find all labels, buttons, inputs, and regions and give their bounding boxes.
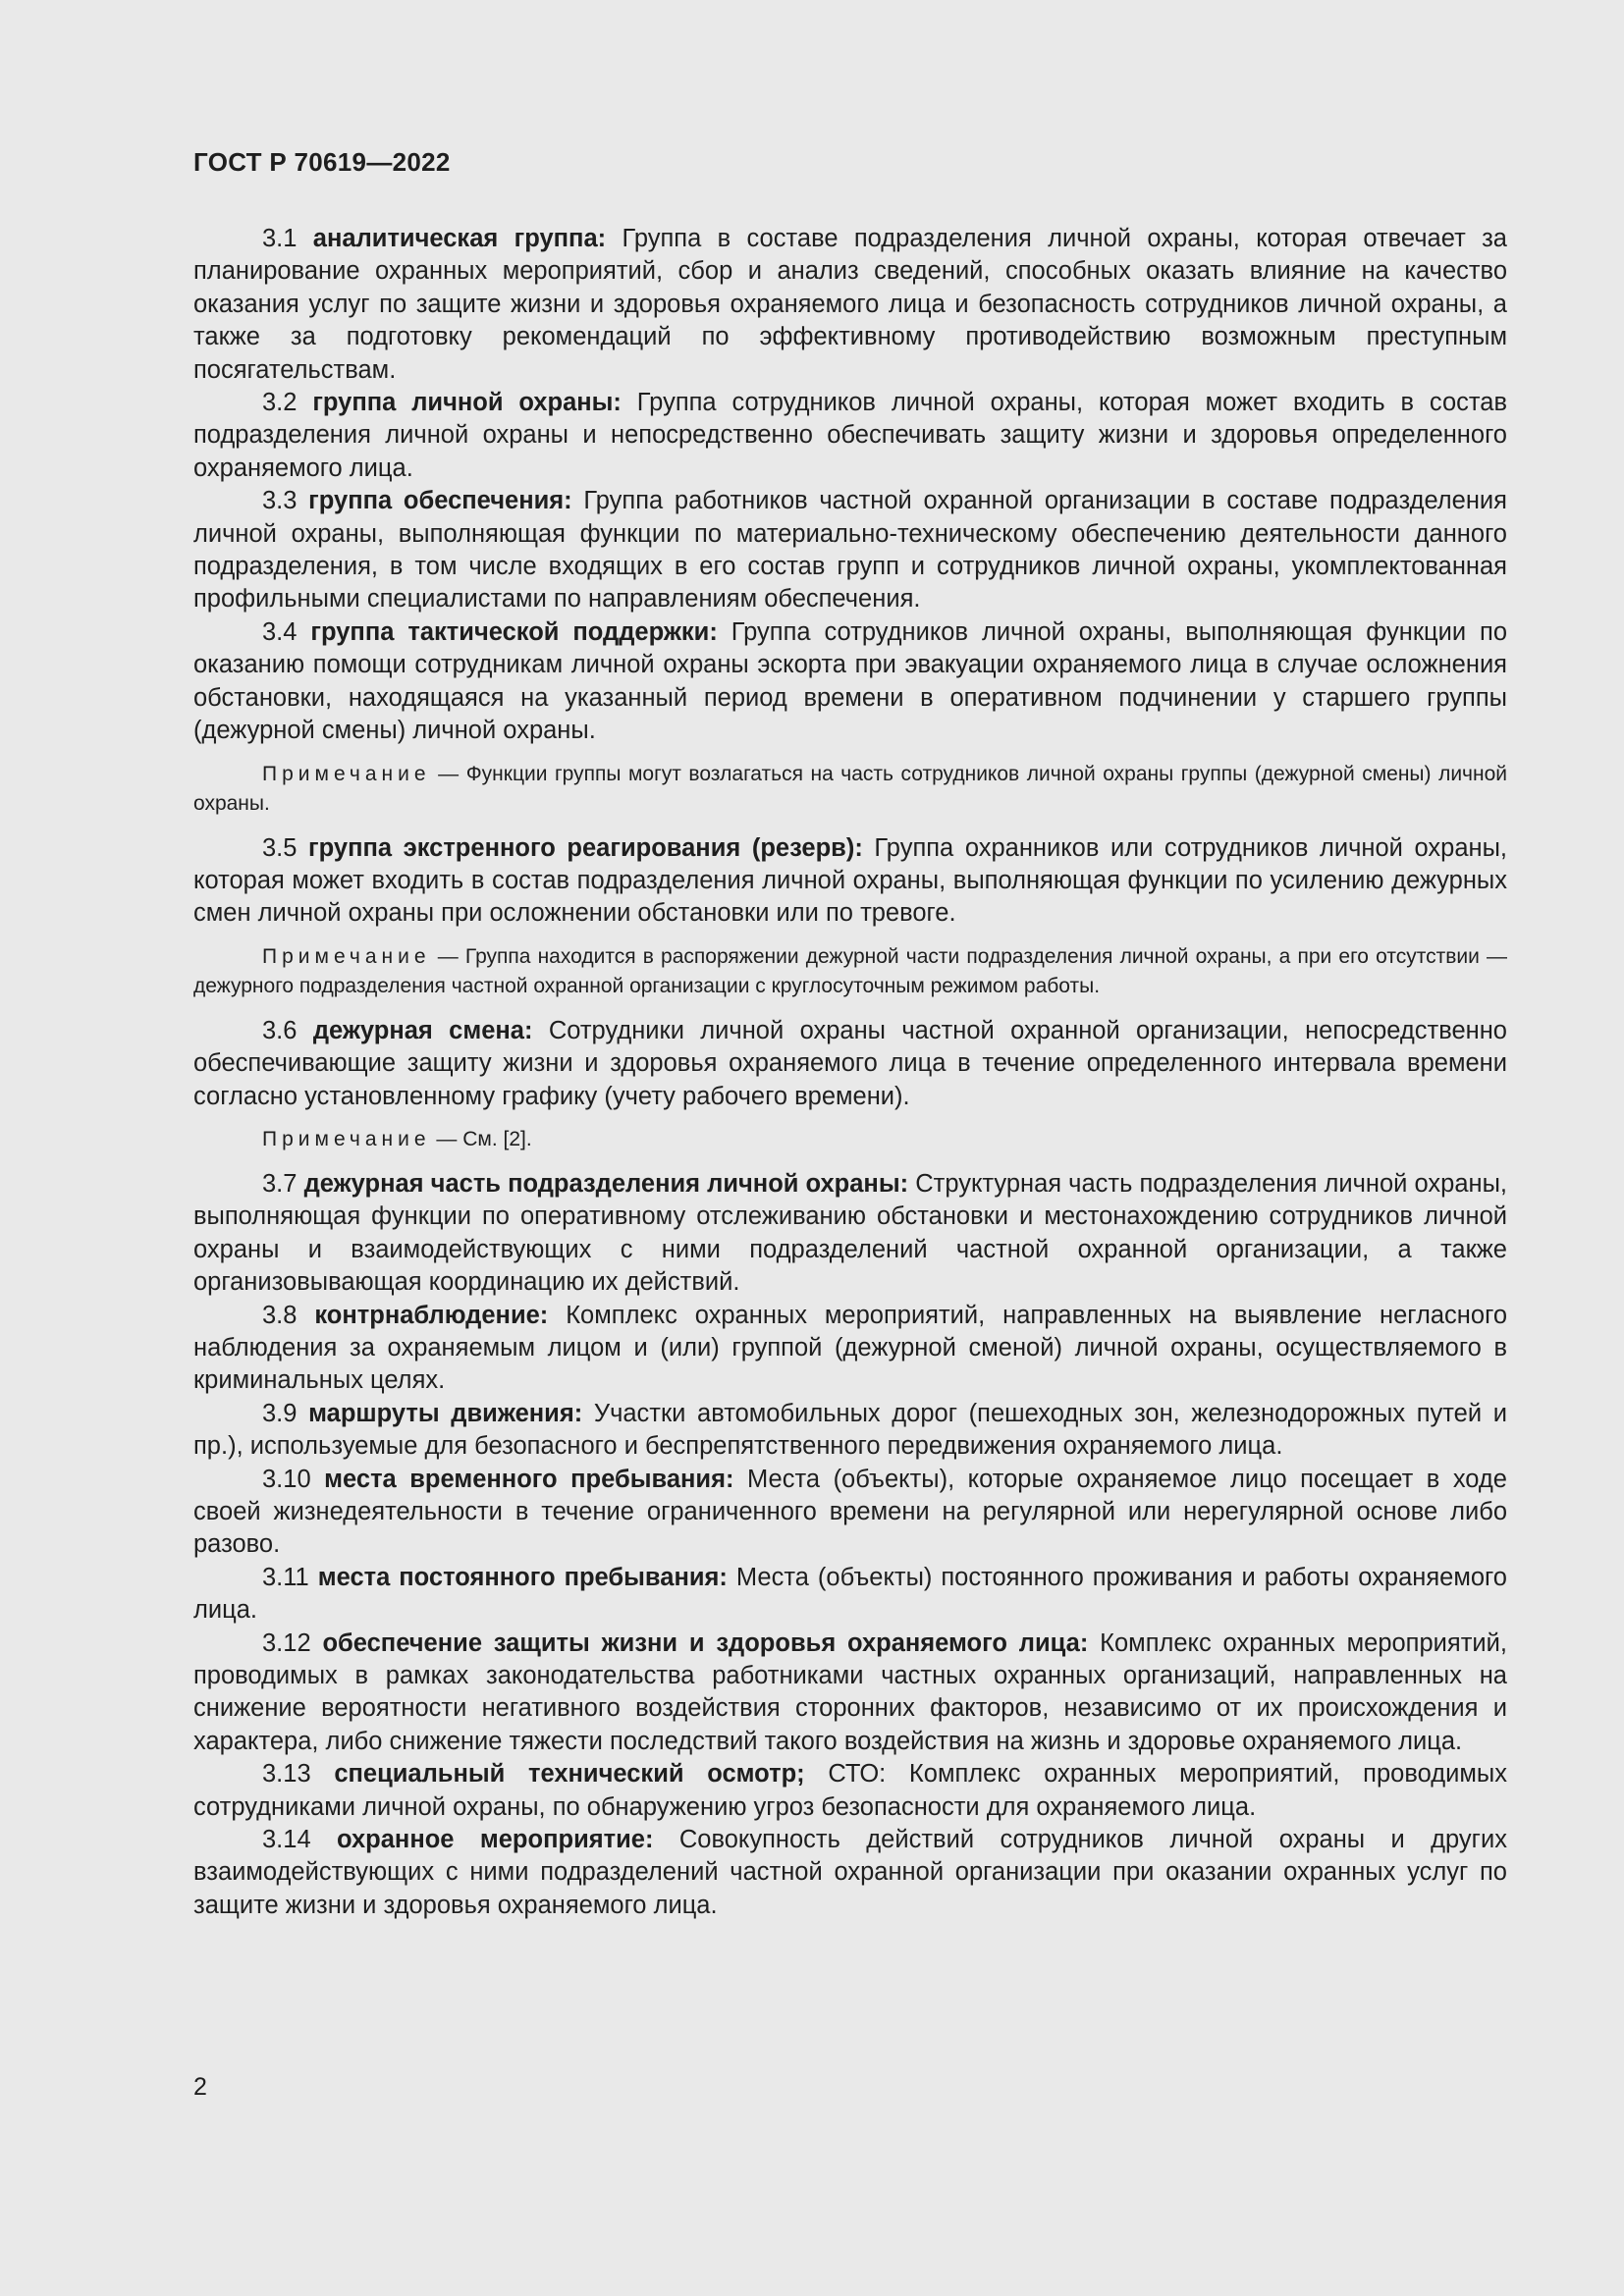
term-number: 3.5 xyxy=(262,833,298,862)
term-note xyxy=(193,760,1507,819)
term-definition: Группа работников частной охранной организации в составе подразделения личной охраны, выполняющая функции по материально-техническому обеспечению деятельности данного подразделения, в том числе входящих в его состав групп и сотрудников личной охраны, укомплектованная профильными специалистами по направлениям обеспечения. xyxy=(193,487,1507,614)
note-dash: — xyxy=(437,944,459,968)
term-definition: Комплекс охранных мероприятий, направленных на выявление негласного наблюдения за охраняемым лицом и (или) группой (дежурной сменой) личной охраны, осуществляемого в криминальных целях. xyxy=(193,1301,1507,1395)
term-number: 3.9 xyxy=(262,1399,298,1427)
term-name: охранное мероприятие: xyxy=(337,1826,654,1854)
term-definition: Комплекс охранных мероприятий, проводимых в рамках законодательства работниками частных охранных организаций, направленных на снижение вероятности негативного воздействия сторонних факторов, независимо от их происхождения и характера, либо снижение тяжести последствий такого воздействия на жизнь и здоровье охраняемого лица. xyxy=(193,1629,1507,1755)
term-name: специальный технический осмотр; xyxy=(334,1760,805,1789)
term-definition: Совокупность действий сотрудников личной охраны и других взаимодействующих с ними подразделений частной охранной организации при оказании охранных услуг по защите жизни и здоровья охраняемого лица. xyxy=(193,1826,1507,1919)
page-header: ГОСТ Р 70619—2022 xyxy=(193,147,451,177)
term-definition: Места (объекты), которые охраняемое лицо посещает в ходе своей жизнедеятельности в течение ограниченного времени на регулярной или нерегулярной основе либо разово. xyxy=(193,1465,1507,1559)
term-name: места постоянного пребывания: xyxy=(317,1563,728,1591)
note-dash: — xyxy=(438,762,460,785)
term-entry xyxy=(193,1015,1507,1113)
note-text: Функции группы могут возлагаться на часть сотрудников личной охраны группы (дежурной смены) личной охраны. xyxy=(193,762,1508,815)
term-entry xyxy=(193,1398,1507,1464)
term-definition: Группа в составе подразделения личной охраны, которая отвечает за планирование охранных мероприятий, сбор и анализ сведений, способных оказать влияние на качество оказания услуг по защите жизни и здоровья охраняемого лица и безопасность сотрудников личной охраны, а также за подготовку рекомендаций по эффективному противодействию возможным преступным посягательствам. xyxy=(193,225,1507,384)
term-definition: Группа охранников или сотрудников личной охраны, которая может входить в состав подразделения личной охраны, выполняющая функции по усилению дежурных смен личной охраны при осложнении обстановки или по тревоге. xyxy=(193,833,1507,928)
term-name: группа личной охраны: xyxy=(312,389,622,417)
term-entry xyxy=(193,1300,1507,1398)
term-number: 3.7 xyxy=(262,1169,298,1198)
term-name: маршруты движения: xyxy=(308,1399,583,1427)
term-number: 3.2 xyxy=(262,389,298,417)
term-definition: Группа сотрудников личной охраны, выполняющая функции по оказанию помощи сотрудникам личной охраны эскорта при эвакуации охраняемого лица в случае осложнения обстановки, находящаяся на указанный период времени в оперативном подчинении у старшего группы (дежурной смены) личной охраны. xyxy=(193,617,1507,745)
term-number: 3.1 xyxy=(262,225,298,252)
terms-section xyxy=(193,223,1507,1922)
term-definition: Участки автомобильных дорог (пешеходных зон, железнодорожных путей и пр.), используемые для безопасного и беспрепятственного передвижения охраняемого лица. xyxy=(193,1399,1507,1461)
term-entry xyxy=(193,1628,1507,1759)
term-entry xyxy=(193,223,1507,387)
term-name: контрнаблюдение: xyxy=(314,1301,549,1329)
term-name: аналитическая группа: xyxy=(312,225,607,252)
term-number: 3.3 xyxy=(262,487,298,515)
note-text: Группа находится в распоряжении дежурной части подразделения личной охраны, а при его отсутствии — дежурного подразделения частной охранной организации с круглосуточным режимом работы. xyxy=(193,944,1507,997)
note-label: Примечание xyxy=(262,762,431,785)
page-number: 2 xyxy=(193,2073,207,2101)
term-entry xyxy=(193,1824,1507,1922)
term-number: 3.8 xyxy=(262,1301,298,1329)
term-entry xyxy=(193,1168,1507,1300)
term-entry xyxy=(193,387,1507,485)
term-note xyxy=(193,942,1507,1001)
term-entry xyxy=(193,1562,1507,1628)
term-entry xyxy=(193,832,1507,931)
term-definition: Места (объекты) постоянного проживания и работы охраняемого лица. xyxy=(193,1563,1507,1625)
term-name: дежурная часть подразделения личной охраны: xyxy=(303,1169,909,1198)
term-name: дежурная смена: xyxy=(312,1016,533,1044)
term-number: 3.14 xyxy=(262,1826,311,1854)
term-definition: Группа сотрудников личной охраны, которая может входить в состав подразделения личной охраны и непосредственно обеспечивать защиту жизни и здоровья определенного охраняемого лица. xyxy=(193,389,1508,482)
note-label: Примечание xyxy=(262,944,431,968)
term-number: 3.10 xyxy=(262,1465,311,1493)
term-name: группа обеспечения: xyxy=(308,487,572,515)
term-number: 3.11 xyxy=(262,1563,309,1591)
term-note xyxy=(193,1125,1507,1154)
term-entry xyxy=(193,485,1507,616)
term-number: 3.6 xyxy=(262,1016,298,1044)
note-dash: — xyxy=(436,1127,458,1150)
term-definition: Сотрудники личной охраны частной охранной организации, непосредственно обеспечивающие защиту жизни и здоровья охраняемого лица в течение определенного интервала времени согласно установленному графику (учету рабочего времени). xyxy=(193,1016,1507,1110)
term-definition: Структурная часть подразделения личной охраны, выполняющая функции по оперативному отслеживанию обстановки и местонахождению сотрудников личной охраны и взаимодействующих с ними подразделений частной охранной организации, а также организовывающая координацию их действий. xyxy=(193,1169,1507,1297)
note-text: См. [2]. xyxy=(462,1127,532,1150)
term-number: 3.13 xyxy=(262,1760,311,1789)
term-entry xyxy=(193,1464,1507,1562)
term-number: 3.4 xyxy=(262,617,298,646)
term-name: обеспечение защиты жизни и здоровья охраняемого лица: xyxy=(322,1629,1089,1657)
term-entry xyxy=(193,616,1507,748)
term-name: места временного пребывания: xyxy=(324,1465,734,1493)
term-number: 3.12 xyxy=(262,1629,311,1657)
note-label: Примечание xyxy=(262,1127,431,1150)
term-name: группа тактической поддержки: xyxy=(310,617,718,646)
term-name: группа экстренного реагирования (резерв): xyxy=(308,833,863,862)
term-entry xyxy=(193,1758,1507,1824)
term-definition: СТО: Комплекс охранных мероприятий, проводимых сотрудниками личной охраны, по обнаружению угроз безопасности для охраняемого лица. xyxy=(193,1760,1507,1821)
